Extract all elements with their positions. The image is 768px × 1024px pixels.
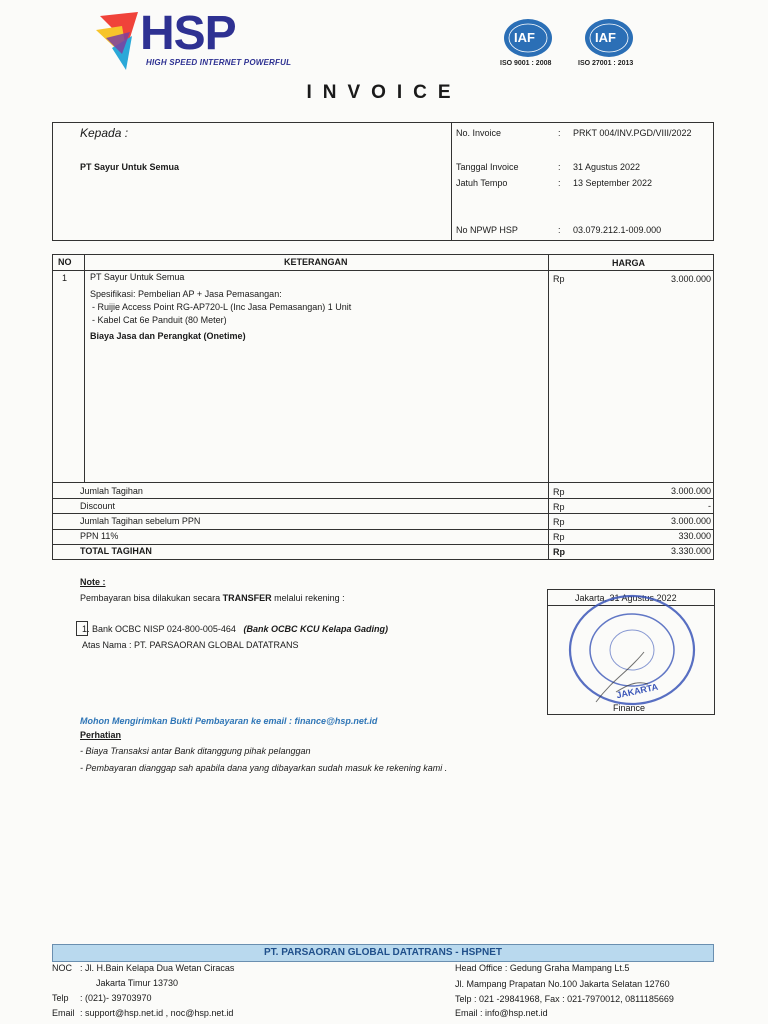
total-currency: Rp [553, 517, 565, 527]
note-transfer-line [80, 593, 345, 603]
spec-line: - Ruijie Access Point RG-AP720-L (Inc Jasa Pemasangan) 1 Unit [92, 302, 352, 312]
tanggal-value: 31 Agustus 2022 [573, 162, 641, 172]
kepada-label: Kepada : [80, 126, 129, 140]
mohon-email: Mohon Mengirimkan Bukti Pembayaran ke email : finance@hsp.net.id [80, 716, 378, 726]
totals-row-line [52, 513, 713, 514]
bank-account: 1. Bank OCBC NISP 024-800-005-464 [82, 624, 236, 634]
col-harga-header: HARGA [612, 258, 645, 268]
no-invoice-label: No. Invoice [456, 128, 502, 138]
total-label: Jumlah Tagihan sebelum PPN [80, 516, 201, 526]
telp-label: Telp [52, 993, 69, 1003]
grand-total-amount: 3.330.000 [670, 546, 711, 556]
note-title: Note : [80, 577, 106, 587]
head-office-address: Jl. Mampang Prapatan No.100 Jakarta Selatan 12760 [455, 979, 670, 989]
email-value: : support@hsp.net.id , noc@hsp.net.id [80, 1008, 234, 1018]
items-table [52, 254, 714, 560]
npwp-value: 03.079.212.1-009.000 [573, 225, 662, 235]
place-date: Jakarta, 31 Agustus 2022 [575, 593, 677, 603]
colon: : [558, 178, 561, 188]
row-currency: Rp [553, 274, 565, 284]
total-amount: - [708, 501, 711, 511]
total-label: Jumlah Tagihan [80, 486, 143, 496]
customer-name: PT Sayur Untuk Semua [80, 162, 180, 172]
totals-row-line [52, 529, 713, 530]
head-office: Head Office : Gedung Graha Mampang Lt.5 [455, 963, 630, 973]
colon: : [558, 162, 561, 172]
head-office-email: Email : info@hsp.net.id [455, 1008, 548, 1018]
logo-tagline: HIGH SPEED INTERNET POWERFUL [146, 58, 292, 67]
totals-row-line [52, 544, 713, 545]
perhatian-title: Perhatian [80, 730, 122, 740]
colon: : [558, 128, 561, 138]
bank-line [82, 624, 388, 634]
row-amount: 3.000.000 [670, 274, 711, 284]
spec-line: - Kabel Cat 6e Panduit (80 Meter) [92, 315, 227, 325]
col-keterangan-header: KETERANGAN [284, 257, 348, 267]
perhatian-item: - Biaya Transaksi antar Bank ditanggung pihak pelanggan [80, 746, 311, 756]
col-divider-no [84, 254, 85, 482]
total-amount: 3.000.000 [670, 486, 711, 496]
tanggal-label: Tanggal Invoice [456, 162, 519, 172]
finance-role: Finance [613, 703, 646, 713]
jatuh-tempo-value: 13 September 2022 [573, 178, 653, 188]
bank-branch: (Bank OCBC KCU Kelapa Gading) [243, 624, 388, 634]
colon: : [558, 225, 561, 235]
spec-line: Spesifikasi: Pembelian AP + Jasa Pemasangan: [90, 289, 282, 299]
atas-nama: Atas Nama : PT. PARSAORAN GLOBAL DATATRANS [82, 640, 299, 650]
no-invoice-value: PRKT 004/INV.PGD/VIII/2022 [573, 128, 692, 138]
row-number: 1 [62, 273, 68, 283]
total-currency: Rp [553, 532, 565, 542]
col-no-header: NO [58, 257, 72, 267]
npwp-label: No NPWP HSP [456, 225, 518, 235]
totals-divider [52, 482, 713, 483]
iaf-label-2: IAF [595, 30, 616, 45]
head-office-phone: Telp : 021 -29841968, Fax : 021-7970012, 0811185669 [455, 994, 674, 1004]
noc-address-2: Jakarta Timur 13730 [96, 978, 179, 988]
totals-row-line [52, 498, 713, 499]
total-label: Discount [80, 501, 116, 511]
email-label: Email [52, 1008, 75, 1018]
footer-company-bar: PT. PARSAORAN GLOBAL DATATRANS - HSPNET [52, 944, 714, 962]
total-amount: 3.000.000 [670, 516, 711, 526]
iaf-label-1: IAF [514, 30, 535, 45]
total-currency: Rp [553, 487, 565, 497]
spec-summary: Biaya Jasa dan Perangkat (Onetime) [90, 331, 246, 341]
logo-text: HSP [140, 7, 236, 60]
iso-27001: ISO 27001 : 2013 [578, 60, 634, 67]
note-text: melalui rekening : [271, 593, 345, 603]
total-amount: 330.000 [678, 531, 711, 541]
billing-divider [451, 122, 452, 240]
perhatian-item: - Pembayaran dianggap sah apabila dana yang dibayarkan sudah masuk ke rekening kami . [80, 763, 448, 773]
grand-total-label: TOTAL TAGIHAN [80, 546, 152, 556]
invoice-title: INVOICE [306, 82, 462, 103]
jatuh-tempo-label: Jatuh Tempo [456, 178, 508, 188]
header-divider [52, 270, 713, 271]
total-label: PPN 11% [80, 531, 119, 541]
note-text: Pembayaran bisa dilakukan secara [80, 593, 223, 603]
grand-total-currency: Rp [553, 547, 565, 557]
total-currency: Rp [553, 502, 565, 512]
telp-value: : (021)- 39703970 [80, 993, 152, 1003]
note-transfer-bold: TRANSFER [222, 593, 272, 603]
row-title: PT Sayur Untuk Semua [90, 272, 185, 282]
stamp-city: JAKARTA [615, 681, 659, 701]
iso-9001: ISO 9001 : 2008 [500, 60, 552, 67]
noc-address: : Jl. H.Bain Kelapa Dua Wetan Ciracas [80, 963, 235, 973]
noc-label: NOC [52, 963, 72, 973]
